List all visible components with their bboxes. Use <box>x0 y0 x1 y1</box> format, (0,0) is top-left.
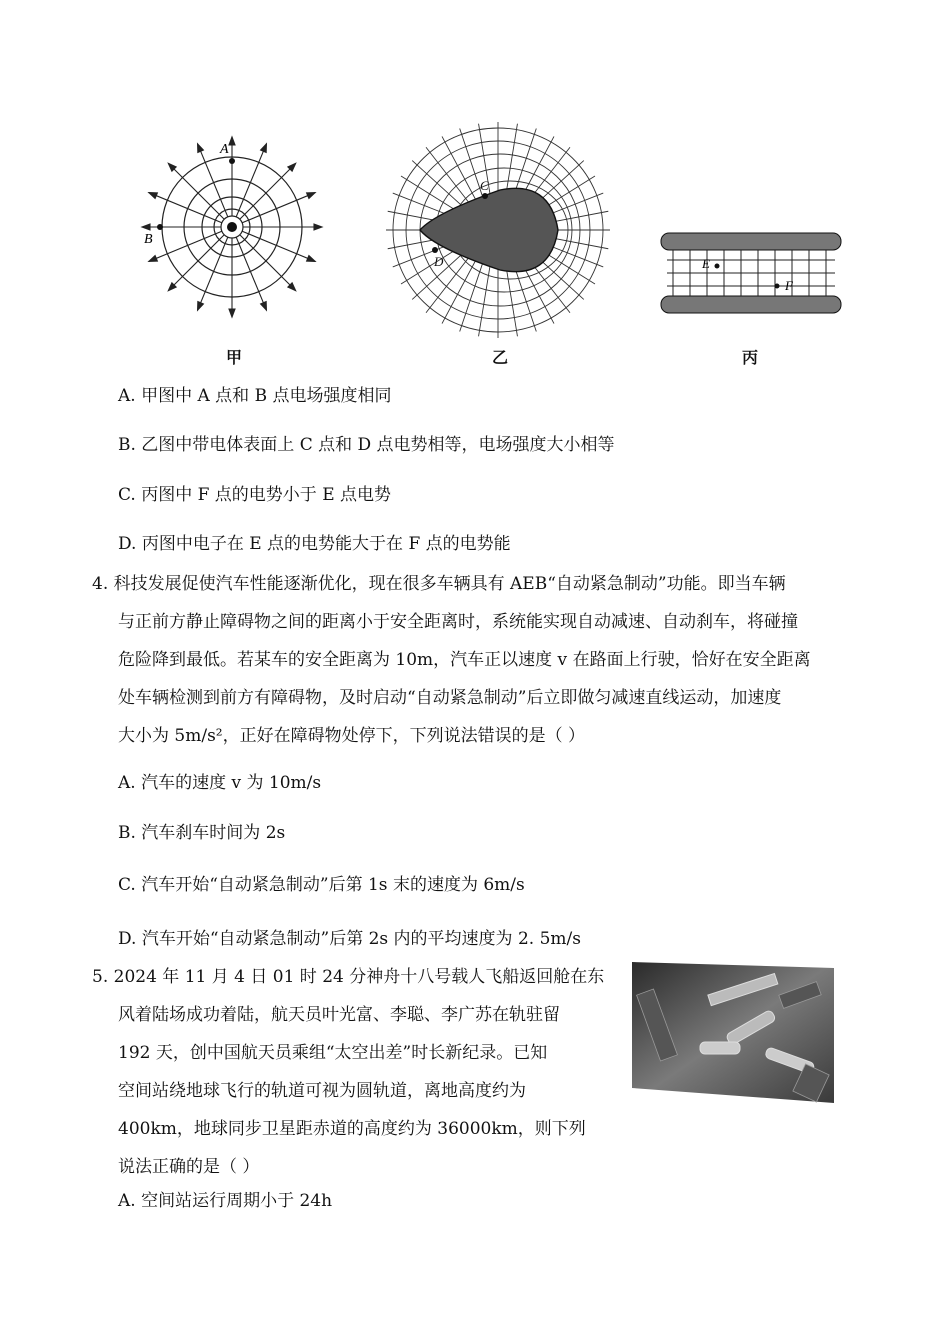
label-d: D <box>434 254 444 269</box>
caption-bing: 丙 <box>742 348 759 367</box>
q4-line-1: 4. 科技发展促使汽车性能逐渐优化，现在很多车辆具有 AEB“自动紧急制动”功能。即当车辆 <box>92 574 786 594</box>
q4-line-2: 与正前方静止障碍物之间的距离小于安全距离时，系统能实现自动减速、自动刹车，将碰撞 <box>118 612 798 632</box>
q4-option-c: C. 汽车开始“自动紧急制动”后第 1s 末的速度为 6m/s <box>118 875 525 895</box>
q4-option-a: A. 汽车的速度 v 为 10m/s <box>118 773 322 793</box>
q5-line-5: 400km，地球同步卫星距赤道的高度约为 36000km，则下列 <box>118 1119 586 1139</box>
q5-line-2: 风着陆场成功着陆，航天员叶光富、李聪、李广苏在轨驻留 <box>118 1005 560 1025</box>
q3-option-d: D. 丙图中电子在 E 点的电势能大于在 F 点的电势能 <box>118 534 511 554</box>
q4-line-3: 危险降到最低。若某车的安全距离为 10m，汽车正以速度 v 在路面上行驶，恰好在安全距离 <box>118 650 811 670</box>
label-c: C <box>480 178 489 193</box>
figure-bing <box>655 228 845 320</box>
q4-line-4: 处车辆检测到前方有障碍物，及时启动“自动紧急制动”后立即做匀减速直线运动，加速度 <box>118 688 782 708</box>
q3-option-a: A. 甲图中 A 点和 B 点电场强度相同 <box>118 386 392 406</box>
caption-jia: 甲 <box>226 348 243 367</box>
figure-jia <box>140 135 330 325</box>
label-a: A <box>220 142 229 157</box>
label-b: B <box>144 232 153 247</box>
q5-line-1: 5. 2024 年 11 月 4 日 01 时 24 分神舟十八号载人飞船返回舱在东 <box>92 967 605 987</box>
q5-option-a: A. 空间站运行周期小于 24h <box>118 1191 333 1211</box>
q4-option-d: D. 汽车开始“自动紧急制动”后第 2s 内的平均速度为 2. 5m/s <box>118 929 581 949</box>
q5-line-6: 说法正确的是（ ） <box>118 1157 260 1177</box>
q4-option-b: B. 汽车刹车时间为 2s <box>118 823 286 843</box>
q4-line-5: 大小为 5m/s²，正好在障碍物处停下，下列说法错误的是（ ） <box>118 726 586 746</box>
q5-line-3: 192 天，创中国航天员乘组“太空出差”时长新纪录。已知 <box>118 1043 548 1063</box>
q3-option-b: B. 乙图中带电体表面上 C 点和 D 点电势相等，电场强度大小相等 <box>118 435 615 455</box>
q3-option-c: C. 丙图中 F 点的电势小于 E 点电势 <box>118 485 392 505</box>
space-station-photo <box>630 960 836 1105</box>
caption-yi: 乙 <box>492 348 509 367</box>
q5-line-4: 空间站绕地球飞行的轨道可视为圆轨道，离地高度约为 <box>118 1081 526 1101</box>
label-f: F <box>785 278 793 293</box>
figure-yi <box>380 118 620 343</box>
label-e: E <box>702 256 710 271</box>
